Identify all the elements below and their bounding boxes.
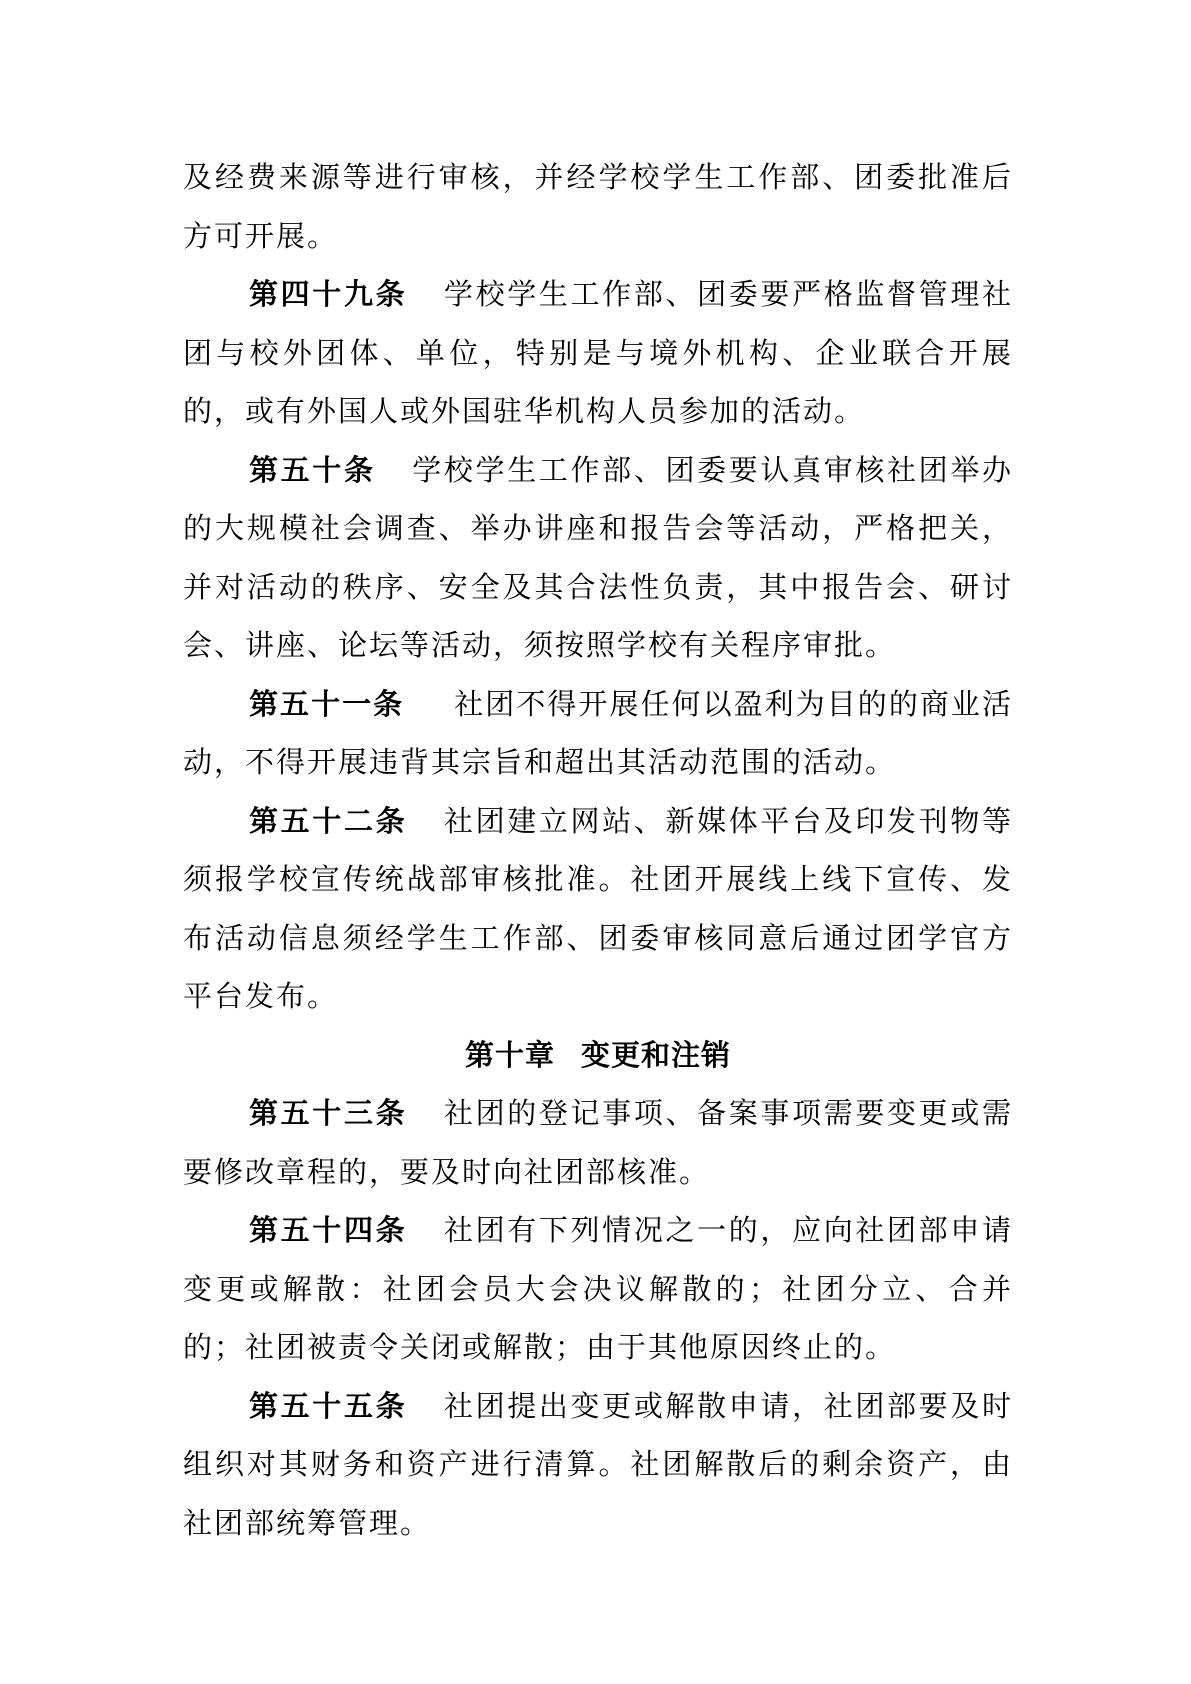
article-number: 第四十九条 <box>249 277 408 311</box>
article-text: 社团有下列情况之一的，应向社团部申请变更或解散：社团会员大会决议解散的；社团分立、合并的；社团被责令关闭或解散；由于其他原因终止的。 <box>183 1213 1013 1364</box>
article-number: 第五十三条 <box>249 1096 408 1130</box>
article-text: 学校学生工作部、团委要认真审核社团举办的大规模社会调查、举办讲座和报告会等活动，严格把关，并对活动的秩序、安全及其合法性负责，其中报告会、研讨会、讲座、论坛等活动，须按照学校有关程序审批。 <box>183 452 1013 662</box>
article-49 <box>183 265 1013 441</box>
article-number: 第五十条 <box>249 452 376 487</box>
article-number: 第五十一条 <box>249 686 405 721</box>
document-page <box>183 148 1013 1552</box>
article-54 <box>183 1201 1013 1377</box>
article-number: 第五十五条 <box>249 1388 408 1423</box>
article-53 <box>183 1084 1013 1201</box>
paragraph-continuation: 及经费来源等进行审核，并经学校学生工作部、团委批准后方可开展。 <box>183 160 1013 253</box>
article-text: 社团的登记事项、备案事项需要变更或需要修改章程的，要及时向社团部核准。 <box>183 1096 1013 1189</box>
chapter-title: 变更和注销 <box>581 1037 732 1072</box>
chapter-number: 第十章 <box>464 1037 555 1072</box>
article-number: 第五十二条 <box>249 803 408 838</box>
article-text: 学校学生工作部、团委要严格监督管理社团与校外团体、单位，特别是与境外机构、企业联合开展的，或有外国人或外国驻华机构人员参加的活动。 <box>183 277 1013 428</box>
article-number: 第五十四条 <box>249 1213 408 1247</box>
article-50 <box>183 441 1013 675</box>
article-52 <box>183 792 1013 1026</box>
article-text: 社团不得开展任何以盈利为目的的商业活动，不得开展违背其宗旨和超出其活动范围的活动。 <box>183 686 1013 779</box>
article-text: 社团提出变更或解散申请，社团部要及时组织对其财务和资产进行清算。社团解散后的剩余资产，由社团部统筹管理。 <box>183 1388 1013 1540</box>
article-text: 社团建立网站、新媒体平台及印发刊物等须报学校宣传统战部审核批准。社团开展线上线下宣传、发布活动信息须经学生工作部、团委审核同意后通过团学官方平台发布。 <box>183 803 1013 1013</box>
article-55 <box>183 1377 1013 1553</box>
chapter-heading <box>183 1026 1013 1085</box>
article-51 <box>183 675 1013 792</box>
